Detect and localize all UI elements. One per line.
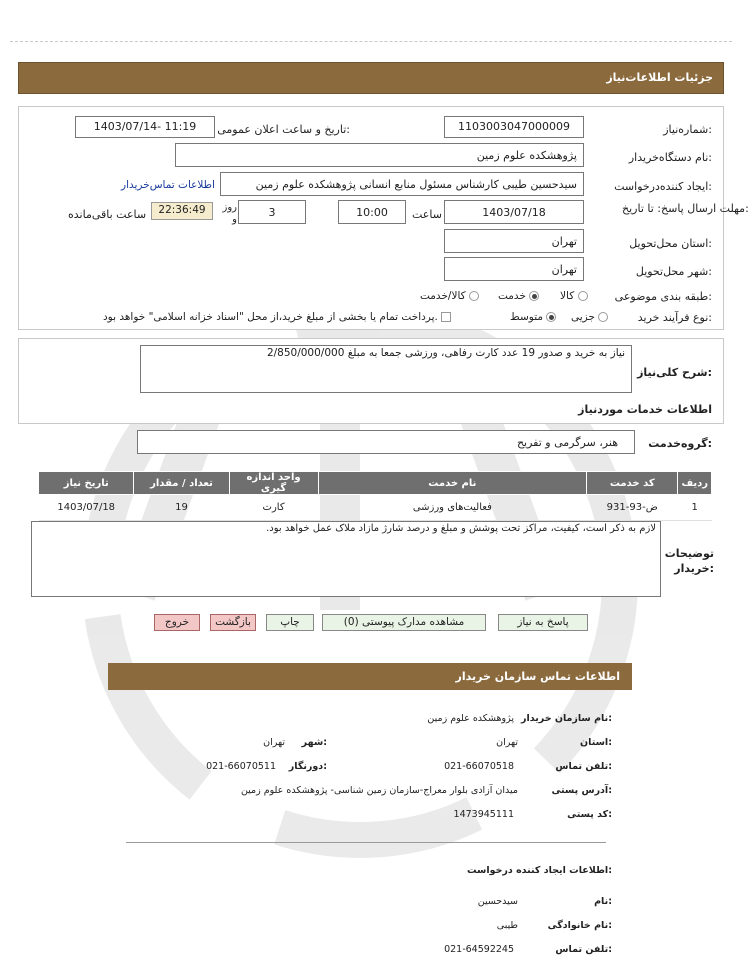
reply-button[interactable]: پاسخ به نیاز	[498, 614, 588, 631]
contact-province-label: استان:	[580, 737, 612, 748]
contact-header-title: اطلاعات تماس سازمان خریدار	[455, 670, 620, 683]
city-label: شهر محل‌تحویل:	[635, 265, 712, 278]
city-field: تهران	[444, 257, 584, 281]
deadline-time-field: 10:00	[338, 200, 406, 224]
services-table-header	[39, 472, 712, 495]
contact-phone-value: 021-66070518	[444, 761, 514, 772]
category-goods-radio[interactable]	[578, 291, 588, 301]
contact-province-value: تهران	[496, 737, 518, 748]
contact-address-label: آدرس پستی:	[551, 785, 612, 796]
time-label: ساعت	[412, 208, 442, 221]
category-label: طبقه بندی موضوعی:	[614, 290, 712, 303]
cell-unit: کارت	[229, 495, 318, 521]
process-label: نوع فرآیند خرید:	[637, 311, 712, 324]
last-name-label: نام خانوادگی:	[547, 920, 612, 931]
top-divider	[10, 41, 732, 42]
cell-date: 1403/07/18	[39, 495, 134, 521]
buyer-notes-label: توضیحات خریدار:	[664, 547, 714, 575]
category-service-radio[interactable]	[529, 291, 539, 301]
first-name-value: سیدحسین	[477, 896, 518, 907]
days-label: روز و	[222, 202, 237, 225]
exit-button[interactable]: خروج	[154, 614, 200, 631]
contact-postal-label: کد پستی:	[567, 809, 612, 820]
category-option-service[interactable]	[498, 289, 539, 302]
province-label: استان محل‌تحویل:	[629, 237, 712, 250]
col-date: تاریخ نیاز	[39, 472, 134, 495]
need-number-field: 1103003047000009	[444, 116, 584, 138]
contact-city-label: شهر:	[301, 737, 327, 748]
buyer-org-field: پژوهشکده علوم زمین	[175, 143, 584, 167]
category-both-label: کالا/خدمت	[420, 290, 466, 302]
contact-address-value: میدان آزادی بلوار معراج-سازمان زمین شناسی- پژوهشکده علوم زمین	[240, 785, 518, 796]
category-service-label: خدمت	[498, 290, 526, 302]
payment-note: پرداخت تمام یا بخشی از مبلغ خرید،از محل "اسناد خزانه اسلامی" خواهد بود.	[103, 311, 438, 323]
back-button[interactable]: بازگشت	[210, 614, 256, 631]
col-name: نام خدمت	[318, 472, 586, 495]
category-goods-label: کالا	[560, 290, 575, 302]
process-option-minor[interactable]	[571, 310, 608, 323]
contact-divider	[126, 842, 606, 843]
requester-field: سیدحسین طیبی کارشناس مسئول منابع انسانی پژوهشکده علوم زمین	[220, 172, 584, 196]
page-title: جزئیات اطلاعات‌نیاز	[606, 71, 713, 84]
cell-name: فعالیت‌های ورزشی	[318, 495, 586, 521]
contact-header	[108, 663, 632, 690]
print-button[interactable]: چاپ	[266, 614, 314, 631]
org-name-label: نام سازمان خریدار:	[521, 713, 612, 724]
col-row: ردیف	[678, 472, 712, 495]
contact-fax-value: 021-66070511	[206, 761, 276, 772]
req-phone-value: 021-64592245	[444, 944, 514, 955]
announce-field: 1403/07/14- 11:19	[75, 116, 215, 138]
deadline-date-field: 1403/07/18	[444, 200, 584, 224]
page-header	[18, 62, 724, 94]
contact-city-value: تهران	[263, 737, 285, 748]
requester-info-header: اطلاعات ایجاد کننده درخواست:	[466, 865, 612, 876]
process-medium-label: متوسط	[510, 311, 543, 323]
col-unit: واحد اندازه گیری	[229, 472, 318, 495]
last-name-value: طیبی	[496, 920, 518, 931]
process-option-medium[interactable]	[510, 310, 556, 323]
view-docs-button[interactable]: مشاهده مدارک پیوستی (0)	[322, 614, 486, 631]
table-row	[39, 495, 712, 521]
services-table	[38, 471, 712, 521]
days-field: 3	[238, 200, 306, 224]
province-field: تهران	[444, 229, 584, 253]
process-medium-radio[interactable]	[546, 312, 556, 322]
services-title: اطلاعات خدمات موردنیاز	[578, 403, 712, 416]
org-name-value: پژوهشکده علوم زمین	[427, 713, 514, 724]
category-option-both[interactable]	[420, 289, 479, 302]
service-group-label: گروه‌خدمت:	[648, 437, 712, 450]
payment-option[interactable]	[103, 310, 451, 323]
cell-row: 1	[678, 495, 712, 521]
buyer-notes-textarea[interactable]: لازم به ذکر است، کیفیت، مراکز تحت پوشش و مبلغ و درصد شارژ مازاد ملاک عمل خواهد بود.	[31, 521, 661, 597]
contact-phone-label: تلفن تماس:	[555, 761, 612, 772]
buyer-org-label: نام دستگاه‌خریدار:	[628, 151, 712, 164]
contact-fax-label: دورنگار:	[288, 761, 327, 772]
first-name-label: نام:	[594, 896, 612, 907]
payment-checkbox[interactable]	[441, 312, 451, 322]
cell-qty: 19	[134, 495, 229, 521]
remaining-label: ساعت باقی‌مانده	[68, 208, 147, 221]
deadline-label: مهلت ارسال پاسخ: تا تاریخ:	[622, 202, 749, 215]
announce-label: تاریخ و ساعت اعلان عمومی:	[217, 123, 350, 136]
category-option-goods[interactable]	[560, 289, 588, 302]
buyer-contact-link[interactable]: اطلاعات تماس‌خریدار	[121, 179, 215, 191]
process-minor-label: جزیی	[571, 311, 595, 323]
col-code: کد خدمت	[587, 472, 678, 495]
process-minor-radio[interactable]	[598, 312, 608, 322]
contact-postal-value: 1473945111	[453, 809, 514, 820]
requester-label: ایجاد کننده‌درخواست:	[614, 180, 712, 193]
service-group-field: هنر، سرگرمی و تفریح	[137, 430, 635, 454]
cell-code: ض-93-931	[587, 495, 678, 521]
need-number-label: شماره‌نیاز:	[663, 123, 712, 136]
category-both-radio[interactable]	[469, 291, 479, 301]
col-qty: تعداد / مقدار	[134, 472, 229, 495]
summary-label: شرح کلی‌نیاز:	[637, 366, 712, 379]
summary-textarea[interactable]: نیاز به خرید و صدور 19 عدد کارت رفاهی، ورزشی جمعا به مبلغ 2/850/000/000	[140, 345, 632, 393]
req-phone-label: تلفن تماس:	[555, 944, 612, 955]
remaining-time-field: 22:36:49	[151, 202, 213, 220]
